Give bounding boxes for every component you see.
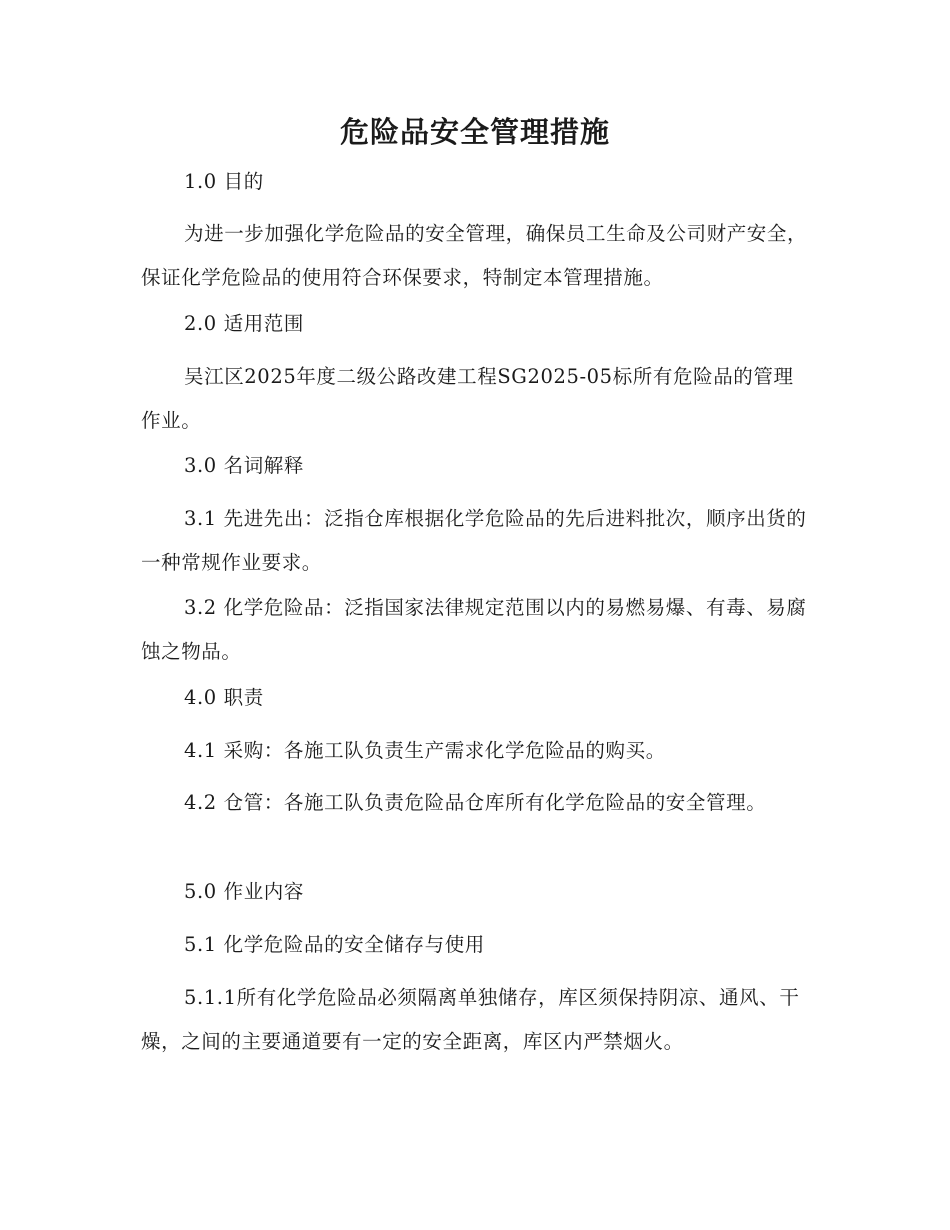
paragraph-warehouse: 4.2 仓管：各施工队负责危险品仓库所有化学危险品的安全管理。 bbox=[184, 791, 767, 814]
paragraph-purpose: 为进一步加强化学危险品的安全管理，确保员工生命及公司财产安全，保证化学危险品的使用符合环保要求，特制定本管理措施。 bbox=[141, 222, 808, 289]
paragraph-definition-fifo: 3.1 先进先出：泛指仓库根据化学危险品的先后进料批次，顺序出货的一种常规作业要求。 bbox=[141, 507, 807, 574]
paragraph-storage-rule: 5.1.1所有化学危险品必须隔离单独储存，库区须保持阴凉、通风、干燥，之间的主要通道要有一定的安全距离，库区内严禁烟火。 bbox=[141, 986, 800, 1053]
paragraph-scope: 吴江区2025年度二级公路改建工程SG2025-05标所有危险品的管理作业。 bbox=[141, 365, 794, 432]
section-heading-definitions: 3.0 名词解释 bbox=[184, 454, 305, 477]
section-heading-scope: 2.0 适用范围 bbox=[184, 312, 305, 335]
paragraph-purchasing: 4.1 采购：各施工队负责生产需求化学危险品的购买。 bbox=[184, 739, 666, 762]
document-title: 危险品安全管理措施 bbox=[339, 115, 610, 149]
section-heading-responsibilities: 4.0 职责 bbox=[184, 686, 264, 709]
section-heading-operations: 5.0 作业内容 bbox=[184, 880, 305, 903]
subsection-heading-storage: 5.1 化学危险品的安全储存与使用 bbox=[184, 933, 485, 956]
section-heading-purpose: 1.0 目的 bbox=[184, 170, 264, 193]
paragraph-definition-hazardous: 3.2 化学危险品：泛指国家法律规定范围以内的易燃易爆、有毒、易腐蚀之物品。 bbox=[141, 596, 807, 663]
